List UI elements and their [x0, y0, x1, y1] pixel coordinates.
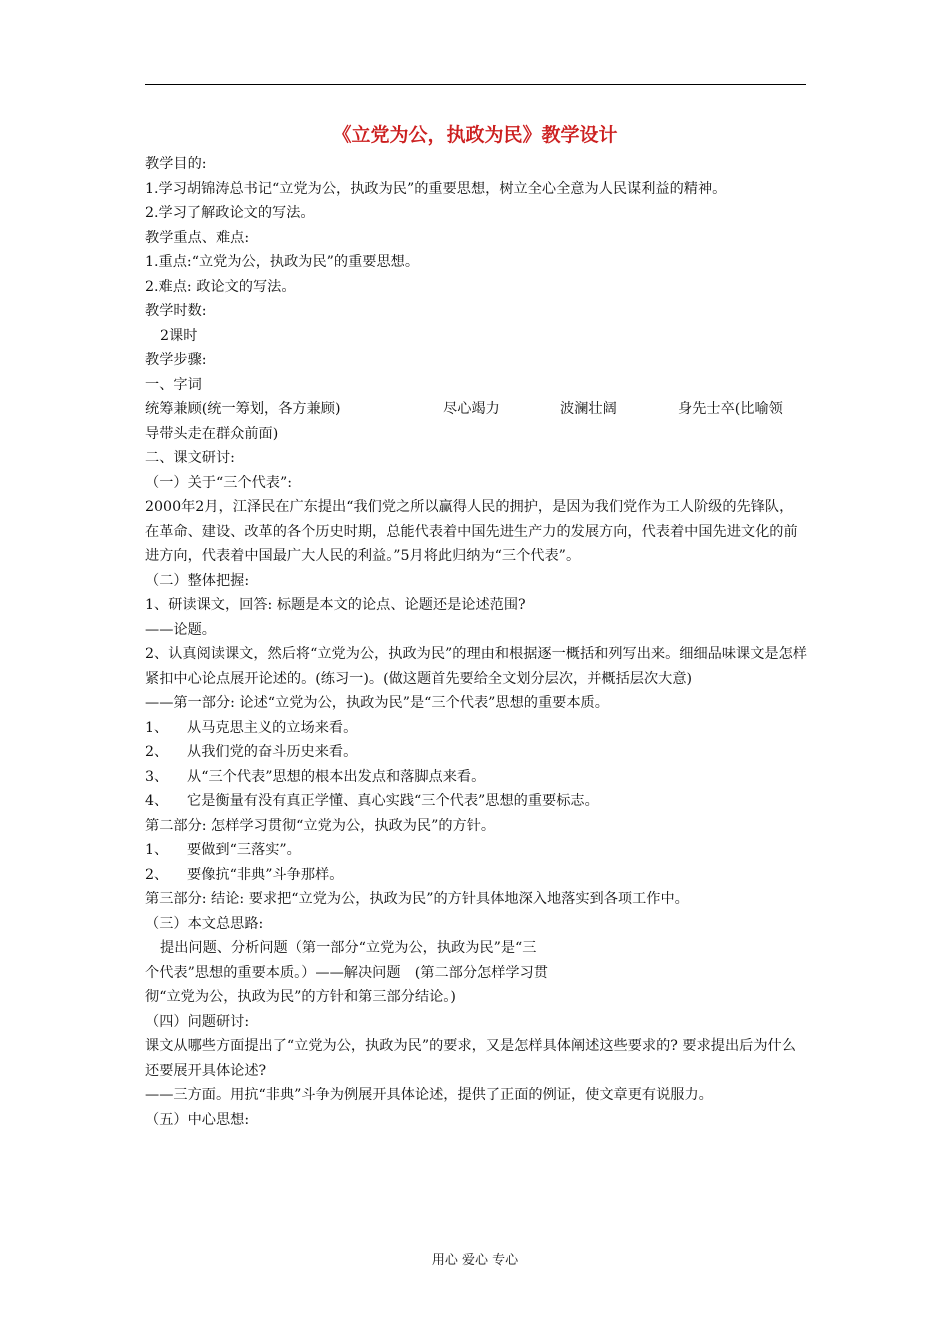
answer-1: ——论题。	[145, 621, 216, 638]
outline-line-3: 彻“立党为公，执政为民”的方针和第三部分结论。)	[145, 989, 456, 1005]
outline-line-2: 个代表”思想的重要本质。）——解决问题 (第二部分怎样学习贯	[145, 964, 548, 981]
vocab-continuation: 导带头走在群众前面)	[145, 425, 279, 442]
difficult-point: 2.难点: 政论文的写法。	[145, 278, 296, 295]
part-1-summary: ——第一部分: 论述“立党为公，执政为民”是“三个代表”思想的重要本质。	[145, 695, 609, 711]
outline-heading: （三）本文总思路:	[145, 915, 264, 932]
goal-item-2: 2.学习了解政论文的写法。	[145, 205, 315, 221]
vocab-term-3: 波澜壮阔	[560, 401, 617, 417]
question-2: 2、认真阅读课文，然后将“立党为公，执政为民”的理由和根据逐一概括和列写出来。细细品味课文是怎样紧扣中心论点展开论述的。(练习一)。(做这题首先要给全文划分层次，并概括层次大意)	[145, 646, 807, 687]
list-item: 1、 从马克思主义的立场来看。	[145, 719, 358, 736]
hours-value: 2课时	[160, 327, 198, 344]
list-item: 2、 从我们党的奋斗历史来看。	[145, 744, 358, 760]
vocab-term-1: 统筹兼顾(统一筹划，各方兼顾)	[145, 401, 341, 417]
key-point: 1.重点:“立党为公，执政为民”的重要思想。	[145, 254, 420, 270]
discussion-question: 课文从哪些方面提出了“立党为公，执政为民”的要求，又是怎样具体阐述这些要求的? 要求提出后为什么还要展开具体论述?	[145, 1038, 796, 1079]
outline-line-1: 提出问题、分析问题（第一部分“立党为公，执政为民”是“三	[160, 940, 537, 956]
document-title: 《立党为公，执政为民》教学设计	[332, 124, 618, 146]
list-item: 3、 从“三个代表”思想的根本出发点和落脚点来看。	[145, 768, 486, 785]
overall-heading: （二）整体把握:	[145, 572, 250, 589]
page-footer: 用心 爱心 专心	[431, 1253, 519, 1268]
discussion-heading: （四）问题研讨:	[145, 1013, 250, 1030]
three-represents-heading: （一）关于“三个代表”:	[145, 474, 292, 491]
discussion-answer: ——三方面。用抗“非典”斗争为例展开具体论述，提供了正面的例证，使文章更有说服力。	[145, 1087, 713, 1103]
header-rule	[145, 84, 806, 85]
document-body	[145, 152, 807, 1132]
section-study-heading: 二、课文研讨:	[145, 450, 235, 466]
vocab-term-4: 身先士卒(比喻领	[678, 401, 783, 417]
part-3-summary: 第三部分: 结论: 要求把“立党为公，执政为民”的方针具体地深入地落实到各项工作中。	[145, 891, 689, 907]
key-heading: 教学重点、难点:	[145, 229, 250, 246]
central-idea-heading: （五）中心思想:	[145, 1111, 250, 1128]
hours-heading: 教学时数:	[145, 303, 207, 319]
part-2-summary: 第二部分: 怎样学习贯彻“立党为公，执政为民”的方针。	[145, 817, 496, 834]
vocab-term-2: 尽心竭力	[443, 401, 500, 417]
list-item: 2、 要像抗“非典”斗争那样。	[145, 866, 344, 883]
list-item: 1、 要做到“三落实”。	[145, 842, 301, 858]
question-1: 1、研读课文，回答: 标题是本文的论点、论题还是论述范围?	[145, 597, 526, 613]
three-represents-text: 2000年2月，江泽民在广东提出“我们党之所以赢得人民的拥护，是因为我们党作为工人阶级的先锋队，在革命、建设、改革的各个历史时期，总能代表着中国先进生产力的发展方向，代表着中国先进文化的前进方向，代表着中国最广大人民的利益。”5月将此归纳为“三个代表”。	[145, 499, 798, 564]
section-vocab-heading: 一、字词	[145, 376, 202, 393]
list-item: 4、 它是衡量有没有真正学懂、真心实践“三个代表”思想的重要标志。	[145, 793, 599, 809]
vocab-row	[145, 397, 807, 422]
goal-item-1: 1.学习胡锦涛总书记“立党为公，执政为民”的重要思想，树立全心全意为人民谋利益的精神。	[145, 180, 727, 197]
steps-heading: 教学步骤:	[145, 352, 207, 368]
goal-heading: 教学目的:	[145, 156, 207, 172]
